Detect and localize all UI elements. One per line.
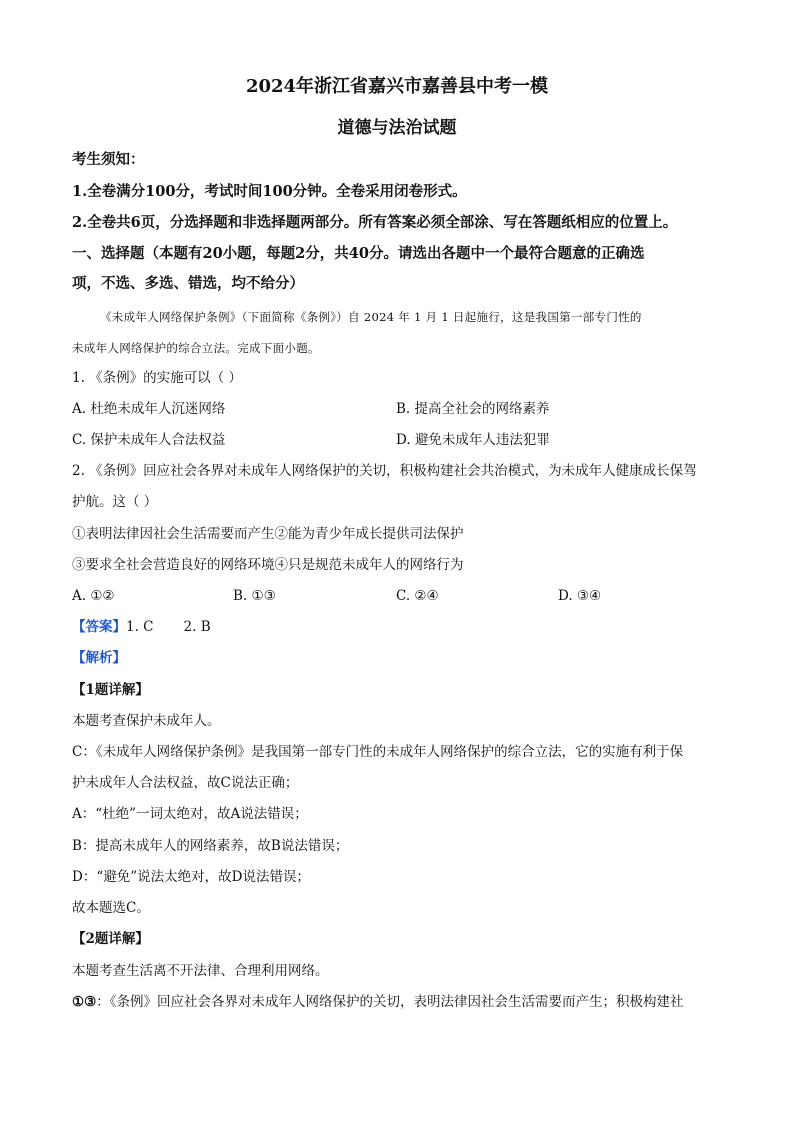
question-1-option-a: A. 杜绝未成年人沉迷网络 (72, 401, 226, 417)
page-title: 2024年浙江省嘉兴市嘉善县中考一模 (245, 76, 549, 97)
detail-1-line-5: B：提高未成年人的网络素养，故B说法错误； (72, 838, 349, 854)
question-2-option-b: B. ①③ (233, 588, 276, 604)
question-2-option-d: D. ③④ (558, 588, 602, 604)
material-line-1: 《未成年人网络保护条例》（下面简称《条例》）自 2024 年 1 月 1 日起施行，这是我国第一部专门性的 (100, 310, 642, 324)
question-1-option-d: D. 避免未成年人违法犯罪 (396, 432, 550, 448)
question-2-statements-2: ③要求全社会营造良好的网络环境④只是规范未成年人的网络行为 (72, 557, 464, 573)
answer-text: 1. C 2. B (126, 619, 211, 635)
answer-line (72, 617, 211, 637)
detail-1-line-7: 故本题选C。 (72, 900, 150, 916)
instruction-item-1: 1.全卷满分100分，考试时间100分钟。全卷采用闭卷形式。 (72, 183, 467, 200)
detail-1-tag: 【1题详解】 (72, 682, 149, 698)
instructions-heading: 考生须知： (72, 151, 145, 168)
question-1-stem: 1. 《条例》的实施可以（ ） (72, 370, 242, 386)
analysis-tag: 【解析】 (72, 650, 126, 666)
detail-2-marker: ①③ (72, 994, 97, 1010)
question-2-option-a: A. ①② (72, 588, 115, 604)
instruction-item-2: 2.全卷共6页，分选择题和非选择题两部分。所有答案必须全部涂、写在答题纸相应的位置上。 (72, 214, 678, 231)
question-1-option-b: B. 提高全社会的网络素养 (396, 401, 550, 417)
material-line-2: 未成年人网络保护的综合立法。完成下面小题。 (72, 341, 320, 355)
detail-1-line-2: C：《未成年人网络保护条例》是我国第一部专门性的未成年人网络保护的综合立法，它的实施有利于保 (72, 744, 684, 760)
detail-1-line-1: 本题考查保护未成年人。 (72, 713, 221, 729)
question-2-stem-line-1: 2. 《条例》回应社会各界对未成年人网络保护的关切，积极构建社会共治模式，为未成年人健康成长保驾 (72, 463, 697, 479)
section-heading-line-1: 一、选择题（本题有20小题，每题2分，共40分。请选出各题中一个最符合题意的正确选 (72, 245, 645, 262)
question-2-option-c: C. ②④ (396, 588, 439, 604)
page-subtitle: 道德与法治试题 (337, 118, 457, 138)
detail-2-line-1: 本题考查生活离不开法律、合理利用网络。 (72, 963, 329, 979)
detail-2-line-2 (72, 992, 683, 1012)
detail-1-line-3: 护未成年人合法权益，故C说法正确； (72, 775, 299, 791)
section-heading-line-2: 项，不选、多选、错选，均不给分） (72, 275, 304, 292)
detail-2-tag: 【2题详解】 (72, 931, 149, 947)
question-2-statements-1: ①表明法律因社会生活需要而产生②能为青少年成长提供司法保护 (72, 526, 464, 542)
detail-2-line-2-text: ：《条例》回应社会各界对未成年人网络保护的关切，表明法律因社会生活需要而产生；积极构建社 (96, 994, 684, 1010)
detail-1-line-6: D：“避免”说法太绝对，故D说法错误； (72, 869, 310, 885)
question-1-option-c: C. 保护未成年人合法权益 (72, 432, 226, 448)
question-2-stem-line-2: 护航。这（ ） (72, 494, 158, 510)
detail-1-line-4: A：“杜绝”一词太绝对，故A说法错误； (72, 806, 308, 822)
answer-tag: 【答案】 (72, 619, 126, 635)
